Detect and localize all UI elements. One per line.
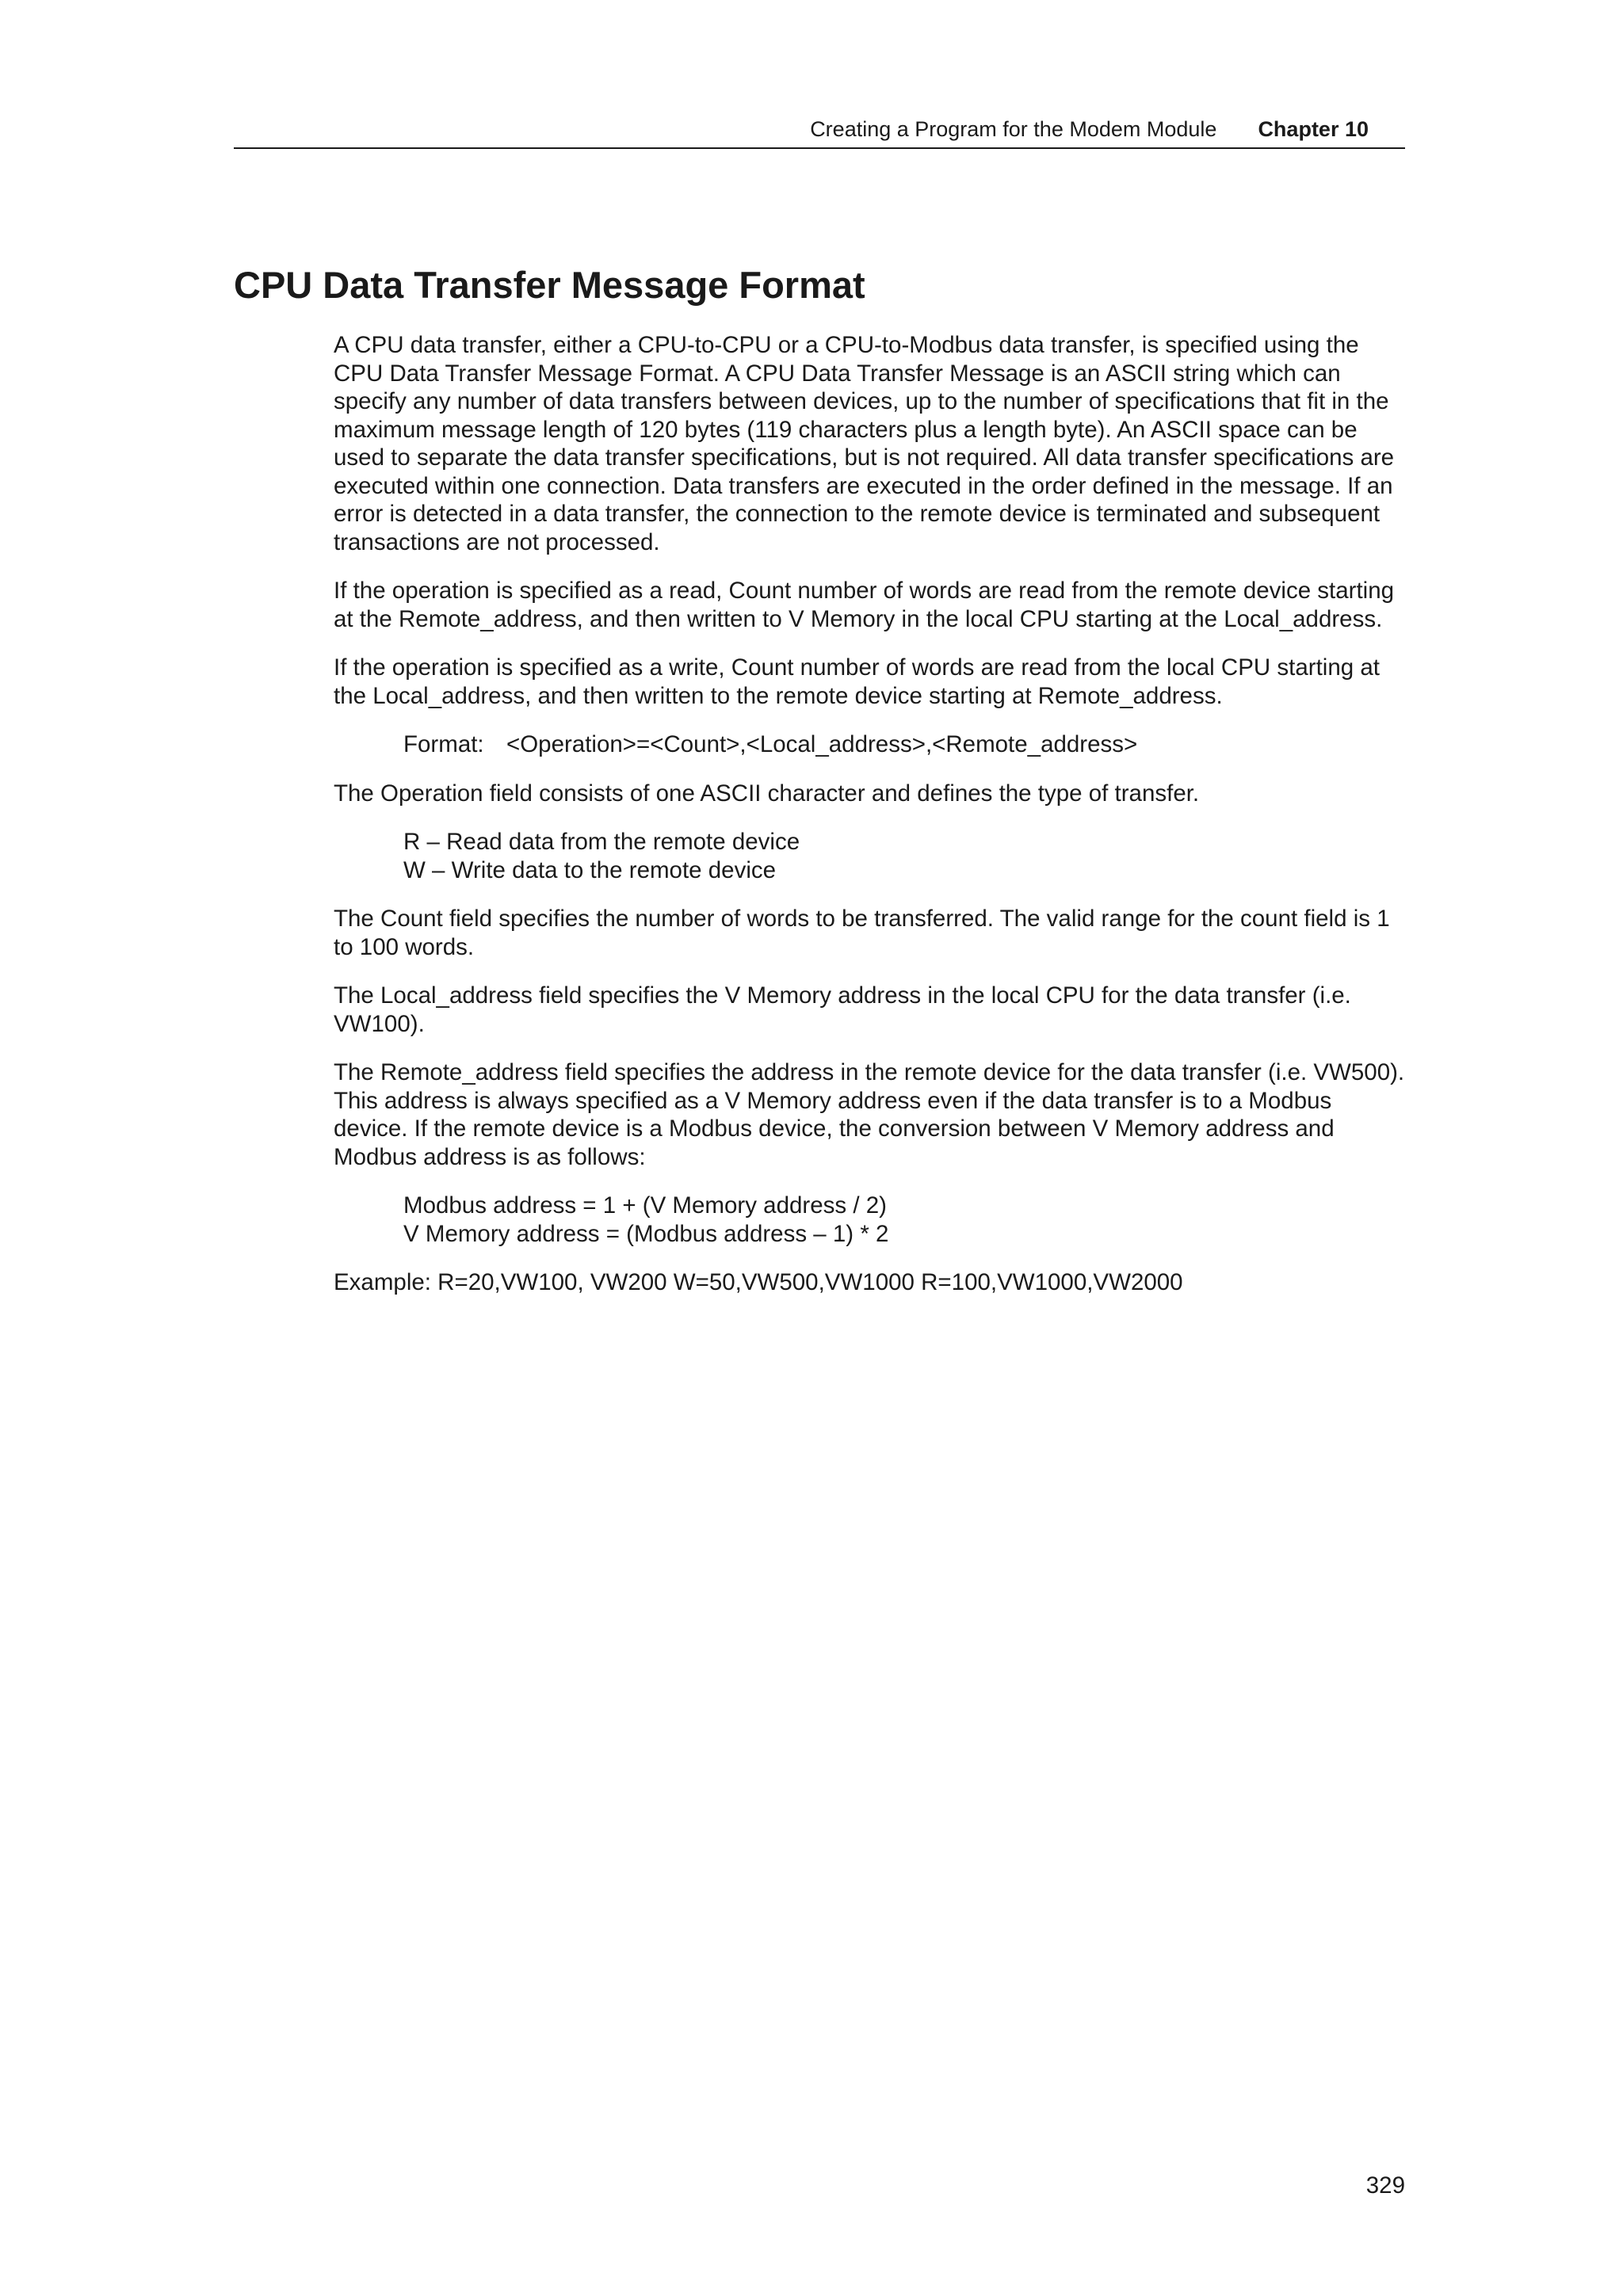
local-address-paragraph: The Local_address field specifies the V Memory address in the local CPU for the data transfer (i.e. VW100). (334, 982, 1351, 1037)
vmemory-conversion-formula: V Memory address = (Modbus address – 1) * 2 (403, 1220, 889, 1247)
chapter-title: Creating a Program for the Modem Module (810, 117, 1217, 141)
section-title: CPU Data Transfer Message Format (234, 264, 865, 306)
conversion-formulas (334, 1192, 1407, 1248)
read-paragraph: If the operation is specified as a read, Count number of words are read from the remote device starting at the Remote_address, and then written to V Memory in the local CPU starting at the Local_address. (334, 578, 1395, 632)
body-text (334, 331, 1407, 1318)
remote-address-paragraph: The Remote_address field specifies the address in the remote device for the data transfer (i.e. VW500). This address is always specified as a V Memory address even if the data transfer is to a Modbus device. If the remote device is a Modbus device, the conversion between V Memory address and Modbus address is as follows: (334, 1059, 1405, 1170)
operation-read-item: R – Read data from the remote device (403, 829, 800, 855)
format-value: <Operation>=<Count>,<Local_address>,<Remote_address> (506, 731, 1138, 757)
write-paragraph: If the operation is specified as a write, Count number of words are read from the local CPU starting at the Local_address, and then written to the remote device starting at Remote_address. (334, 654, 1380, 709)
intro-paragraph: A CPU data transfer, either a CPU-to-CPU or a CPU-to-Modbus data transfer, is specified using the CPU Data Transfer Message Format. A CPU Data Transfer Message is an ASCII string which can specify any number of data transfers between devices, up to the number of specifications that fit in the maximum message length of 120 bytes (119 characters plus a length byte). An ASCII space can be used to separate the data transfer specifications, but is not required. All data transfer specifications are executed within one connection. Data transfers are executed in the order defined in the message. If an error is detected in a data transfer, the connection to the remote device is terminated and subsequent transactions are not processed. (334, 332, 1395, 555)
operation-field-paragraph: The Operation field consists of one ASCII character and defines the type of transfer. (334, 780, 1200, 807)
operation-list (334, 828, 1407, 884)
example-line: Example: R=20,VW100, VW200 W=50,VW500,VW1000 R=100,VW1000,VW2000 (334, 1269, 1183, 1295)
operation-write-item: W – Write data to the remote device (403, 856, 777, 883)
page-number: 329 (1365, 2172, 1405, 2199)
modbus-conversion-formula: Modbus address = 1 + (V Memory address / 2) (403, 1192, 887, 1219)
chapter-number: Chapter 10 (1258, 117, 1369, 141)
count-field-paragraph: The Count field specifies the number of words to be transferred. The valid range for the count field is 1 to 100 words. (334, 906, 1390, 960)
format-line (334, 730, 1407, 759)
format-label: Format: (403, 731, 484, 757)
running-header (234, 116, 1405, 149)
